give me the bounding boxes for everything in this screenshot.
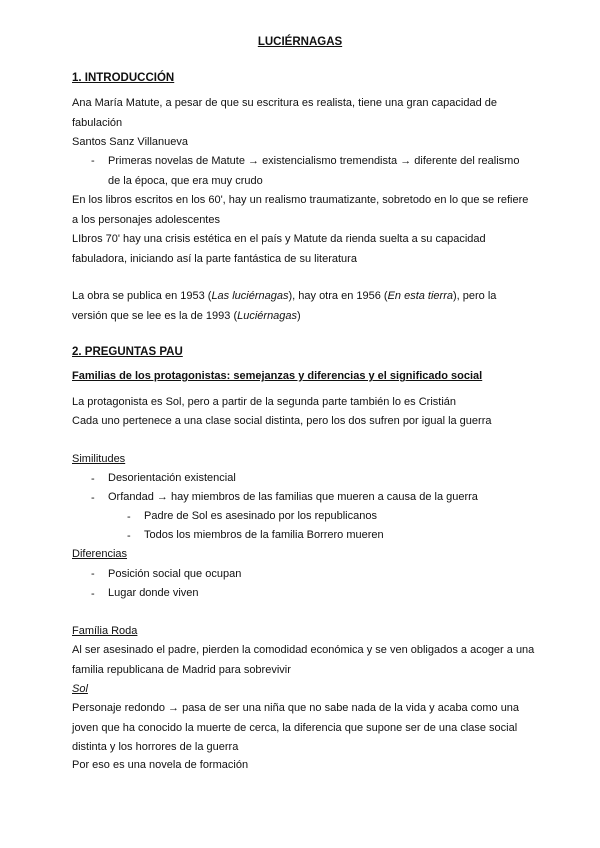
bullet-primeras-novelas: Primeras novelas de Matute → existencialismo tremendista → diferente del realismo de la época, que era muy crudo	[108, 155, 520, 187]
bullet-dash: -	[91, 492, 95, 504]
paragraph-santos-sanz: Santos Sanz Villanueva	[72, 136, 188, 148]
bullet-posicion-social: Posición social que ocupan	[108, 568, 242, 580]
label-similitudes: Similitudes	[72, 453, 126, 465]
section-heading-introduccion: 1. INTRODUCCIÓN	[72, 72, 175, 84]
bullet-dash: -	[91, 568, 95, 580]
section-heading-preguntas-pau: 2. PREGUNTAS PAU	[72, 346, 183, 358]
label-sol: Sol	[72, 683, 88, 695]
label-familia-roda: Família Roda	[72, 625, 138, 637]
sub-bullet-dash: -	[127, 511, 131, 523]
document-title: LUCIÉRNAGAS	[257, 36, 343, 48]
paragraph-sol: Personaje redondo → pasa de ser una niña que no sabe nada de la vida y acaba como una joven que ha conocido la muerte de cerca, la diferencia que supone ser de una clase social distinta y los horrores de la guerra	[72, 702, 520, 753]
sub-bullet-familia-borrero: Todos los miembros de la familia Borrero mueren	[144, 529, 384, 541]
sub-bullet-dash: -	[127, 530, 131, 542]
sub-bullet-padre-sol: Padre de Sol es asesinado por los republicanos	[144, 510, 377, 522]
paragraph-libros-70: LIbros 70' hay una crisis estética en el país y Matute da rienda suelta a su capacidad fabuladora, iniciando así la parte fantástica de su literatura	[72, 233, 486, 265]
paragraph-protagonista: La protagonista es Sol, pero a partir de la segunda parte también lo es Cristián	[72, 396, 457, 408]
bullet-dash: -	[91, 473, 95, 485]
paragraph-clase-social: Cada uno pertenece a una clase social distinta, pero los dos sufren por igual la guerra	[72, 415, 492, 427]
subheading-familias: Familias de los protagonistas: semejanzas y diferencias y el significado social	[72, 370, 483, 382]
paragraph-publicacion: La obra se publica en 1953 (Las luciérnagas), hay otra en 1956 (En esta tierra), pero la versión que se lee es la de 1993 (Luciérnagas)	[72, 290, 497, 322]
bullet-orfandad: Orfandad → hay miembros de las familias que mueren a causa de la guerra	[108, 491, 478, 503]
bullet-dash: -	[91, 155, 95, 167]
paragraph-libros-60: En los libros escritos en los 60', hay un realismo traumatizante, sobretodo en lo que se refiere a los personajes adolescentes	[72, 194, 529, 226]
paragraph-novela-formacion: Por eso es una novela de formación	[72, 759, 249, 771]
bullet-dash: -	[91, 588, 95, 600]
label-diferencias: Diferencias	[72, 548, 128, 560]
bullet-lugar-viven: Lugar donde viven	[108, 587, 199, 599]
paragraph-familia-roda: Al ser asesinado el padre, pierden la comodidad económica y se ven obligados a acoger a una familia republicana de Madrid para sobrevivir	[72, 644, 535, 676]
bullet-desorientacion: Desorientación existencial	[108, 472, 236, 484]
paragraph-matute-fabulacion: Ana María Matute, a pesar de que su escritura es realista, tiene una gran capacidad de fabulación	[72, 97, 497, 129]
